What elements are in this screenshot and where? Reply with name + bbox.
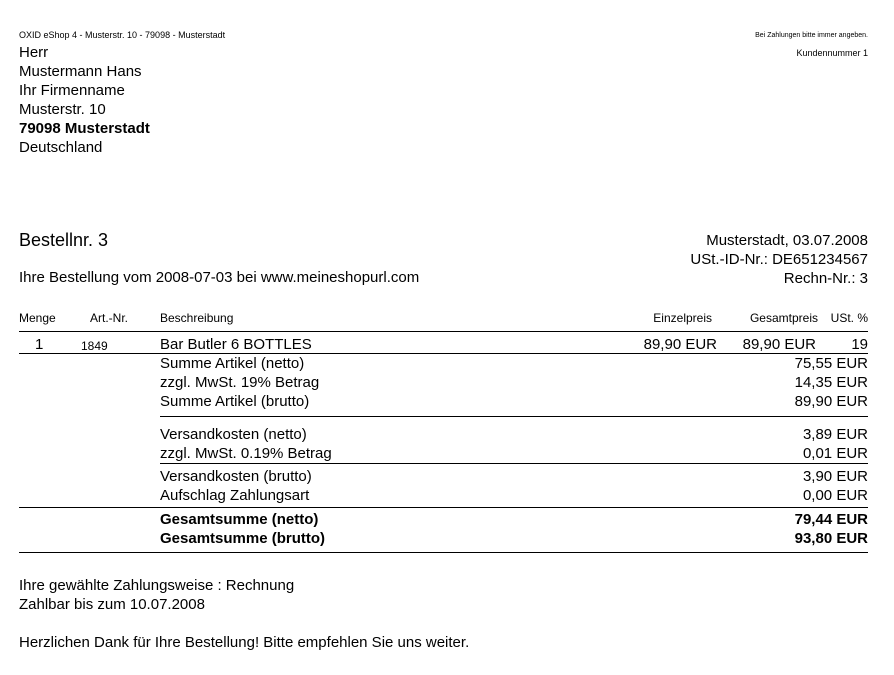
item-unit-price: 89,90 EUR [643, 336, 717, 353]
item-total-price: 89,90 EUR [742, 336, 816, 353]
header-divider [19, 331, 868, 332]
summary-divider-2 [160, 463, 868, 464]
place-date: Musterstadt, 03.07.2008 [706, 232, 868, 249]
payment-method: Ihre gewählte Zahlungsweise : Rechnung [19, 577, 295, 594]
header-description: Beschreibung [160, 311, 234, 325]
sum-net-value: 75,55 EUR [794, 355, 868, 372]
header-vat: USt. % [830, 311, 868, 325]
ship-vat-label: zzgl. MwSt. 0.19% Betrag [160, 445, 332, 462]
address-zip-city: 79098 Musterstadt [19, 120, 150, 137]
order-title: Bestellnr. 3 [19, 230, 109, 250]
item-qty: 1 [35, 336, 44, 353]
table-bottom-divider [19, 552, 868, 553]
thanks-message: Herzlichen Dank für Ihre Bestellung! Bitte empfehlen Sie uns weiter. [19, 634, 470, 651]
ship-gross-value: 3,90 EUR [802, 468, 868, 485]
total-net-label: Gesamtsumme (netto) [160, 511, 319, 528]
sum-gross-value: 89,90 EUR [794, 393, 868, 410]
address-name: Mustermann Hans [19, 63, 142, 80]
item-vat: 19 [851, 336, 868, 353]
header-qty: Menge [19, 311, 56, 325]
vat-id: USt.-ID-Nr.: DE651234567 [690, 251, 868, 268]
summary-divider-1 [160, 416, 868, 417]
sum-vat-value: 14,35 EUR [794, 374, 868, 391]
ship-net-label: Versandkosten (netto) [160, 426, 307, 443]
address-block [19, 43, 150, 157]
payment-surcharge-label: Aufschlag Zahlungsart [160, 487, 310, 504]
due-date: Zahlbar bis zum 10.07.2008 [19, 596, 205, 613]
total-gross-label: Gesamtsumme (brutto) [160, 530, 326, 547]
payment-surcharge-value: 0,00 EUR [802, 487, 868, 504]
header-art-no: Art.-Nr. [90, 311, 128, 325]
total-net-value: 79,44 EUR [794, 511, 868, 528]
header-total-price: Gesamtpreis [749, 311, 818, 325]
address-company: Ihr Firmenname [19, 82, 125, 99]
address-street: Musterstr. 10 [19, 101, 106, 118]
totals-divider [19, 507, 868, 508]
sender-line: OXID eShop 4 - Musterstr. 10 - 79098 - Musterstadt [19, 30, 226, 40]
item-art-no: 1849 [81, 339, 108, 353]
sum-gross-label: Summe Artikel (brutto) [160, 393, 310, 410]
address-country: Deutschland [19, 139, 103, 156]
ship-vat-value: 0,01 EUR [802, 445, 868, 462]
header-unit-price: Einzelpreis [653, 311, 712, 325]
address-salutation: Herr [19, 44, 49, 61]
item-divider [19, 353, 868, 354]
ship-net-value: 3,89 EUR [802, 426, 868, 443]
order-intro: Ihre Bestellung vom 2008-07-03 bei www.meineshopurl.com [19, 269, 420, 286]
payment-note: Bei Zahlungen bitte immer angeben. [755, 32, 868, 39]
customer-number: Kundennummer 1 [796, 48, 868, 58]
item-description: Bar Butler 6 BOTTLES [160, 336, 312, 353]
invoice-number: Rechn-Nr.: 3 [783, 270, 868, 287]
sum-vat-label: zzgl. MwSt. 19% Betrag [160, 374, 320, 391]
sum-net-label: Summe Artikel (netto) [160, 355, 305, 372]
total-gross-value: 93,80 EUR [794, 530, 868, 547]
ship-gross-label: Versandkosten (brutto) [160, 468, 312, 485]
